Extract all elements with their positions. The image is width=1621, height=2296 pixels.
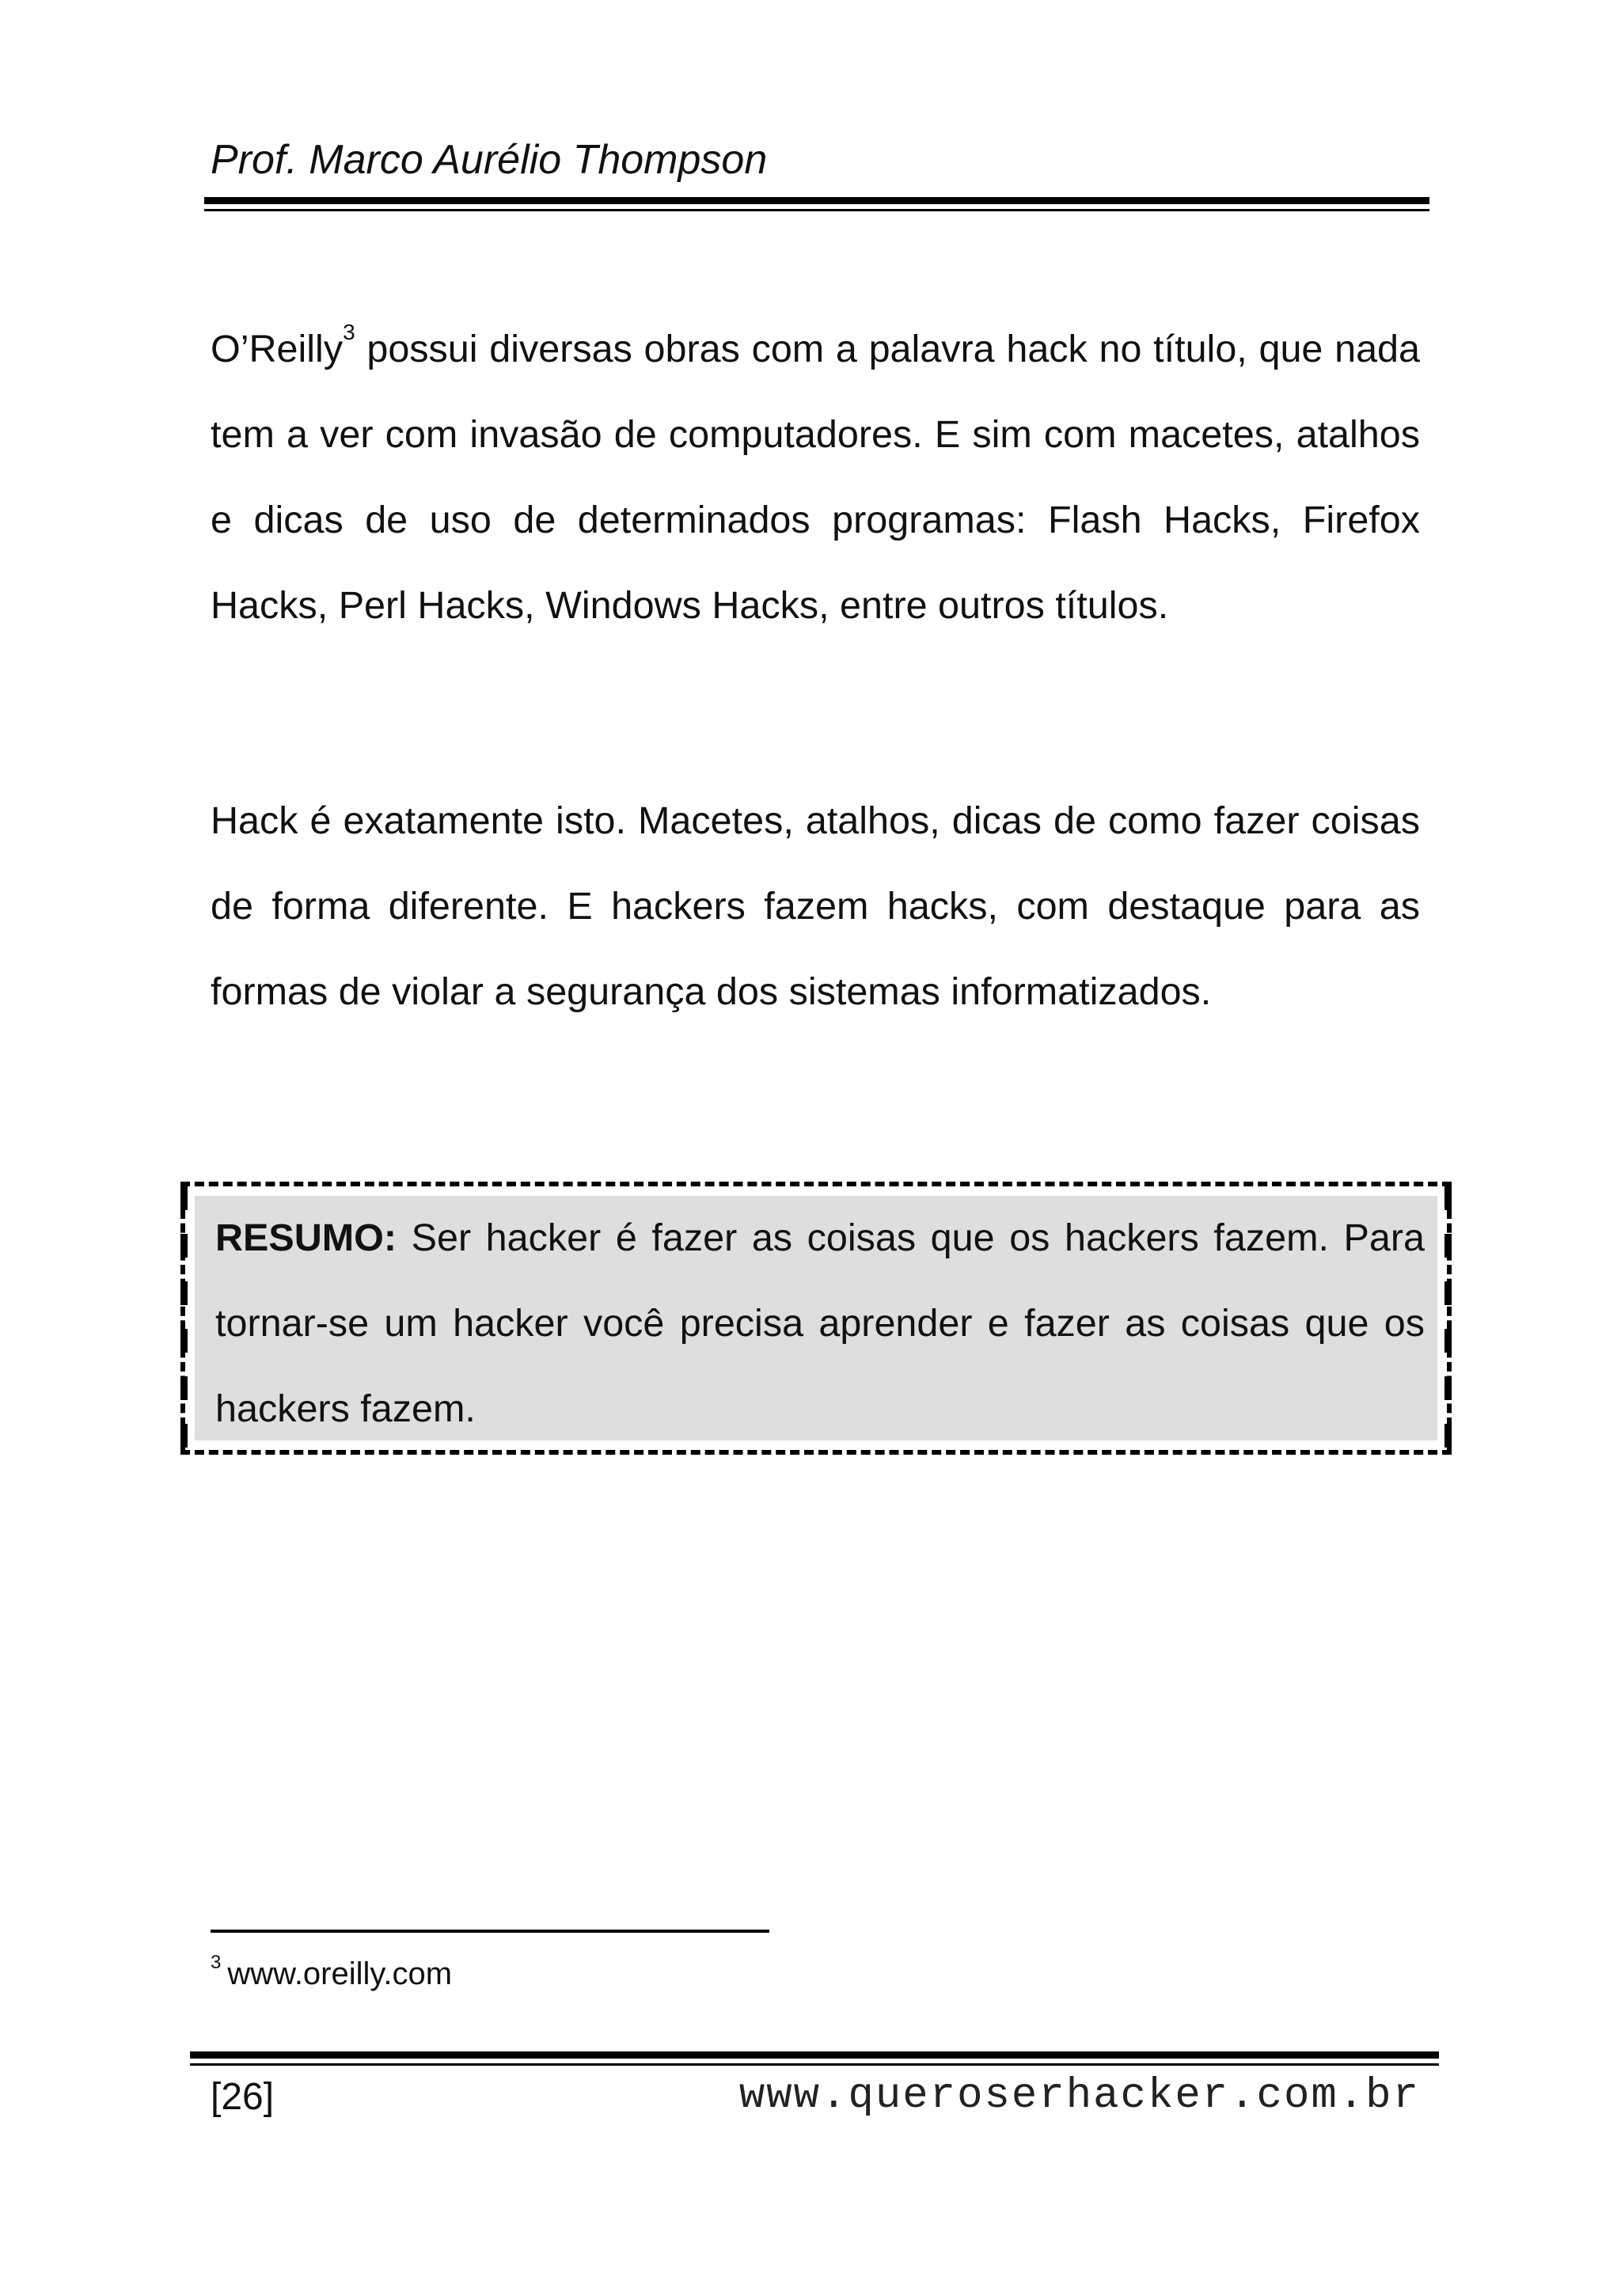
footnote-reference[interactable]: 3 [343,320,355,344]
footnote-mark: 3 [211,1952,222,1973]
header-double-rule [204,197,1429,211]
summary-box [180,1182,1452,1455]
running-header-author: Prof. Marco Aurélio Thompson [211,137,768,183]
page-number: [26] [211,2076,275,2118]
paragraph-1-text: possui diversas obras com a palavra hack no título, que nada tem a ver com invasão de computadores. E sim com macetes, atalhos e dicas de uso de determinados programas: Flash Hacks, Firefox Hacks, Perl Hacks, Windows Hacks, entre outros títulos. [211,328,1420,627]
summary-box-right-border [1444,1186,1452,1450]
oreilly-lead: O’Reilly [211,328,344,370]
summary-box-left-border [180,1186,188,1450]
body-paragraph-1 [211,306,1420,648]
footer-website[interactable]: www.queroserhacker.com.br [738,2072,1420,2120]
body-paragraph-2: Hack é exatamente isto. Macetes, atalhos, dicas de como fazer coisas de forma diferente. E hackers fazem hacks, com destaque para as formas de violar a segurança dos sistemas informatizados. [211,799,1420,1013]
footnote [211,1951,452,1997]
summary-text [215,1195,1425,1452]
footnote-link[interactable]: www.oreilly.com [227,1956,453,1991]
footer-double-rule [190,2051,1439,2066]
summary-label: RESUMO: [215,1216,397,1259]
summary-body: Ser hacker é fazer as coisas que os hackers fazem. Para tornar-se um hacker você precisa aprender e fazer as coisas que os hackers fazem. [215,1216,1425,1430]
footnote-separator [211,1930,769,1933]
